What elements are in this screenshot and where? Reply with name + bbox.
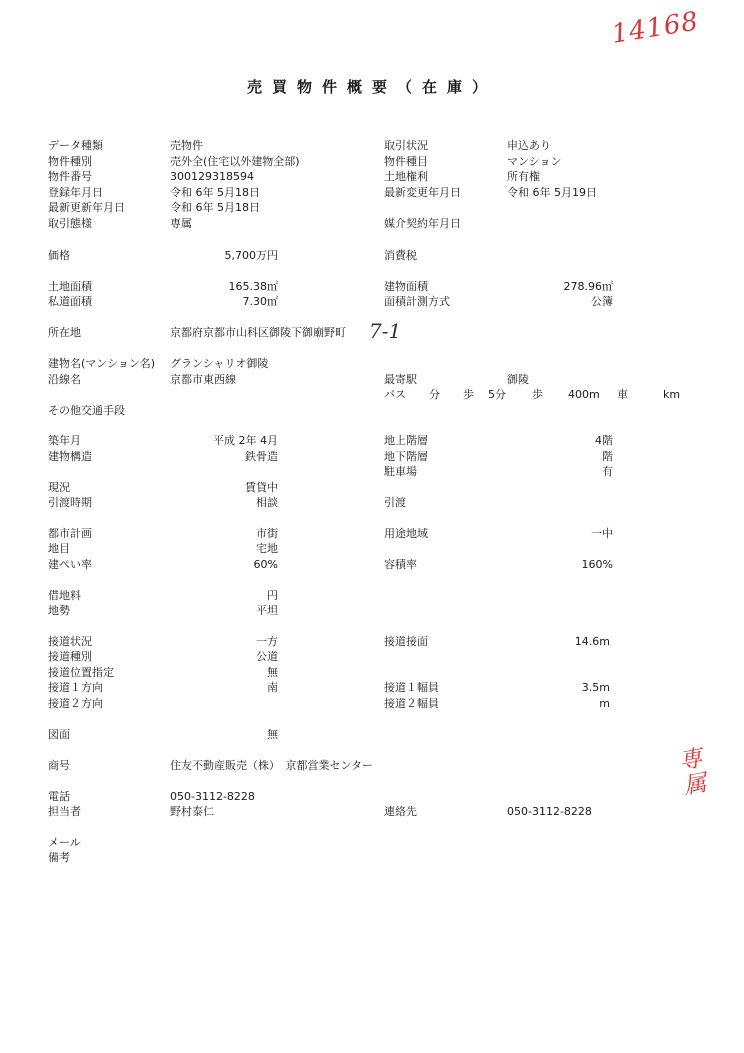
- label-property-item: 物件種目: [384, 155, 428, 168]
- label-registered: 登録年月日: [48, 186, 103, 199]
- value-built: 平成 2年 4月: [213, 434, 278, 447]
- value-registered: 令和 6年 5月18日: [170, 186, 260, 199]
- label-built: 築年月: [48, 434, 81, 447]
- label-coverage: 建ぺい率: [48, 558, 92, 571]
- label-updated: 最新更新年月日: [48, 201, 125, 214]
- label-price: 価格: [48, 249, 70, 262]
- value-land-right: 所有権: [507, 170, 540, 183]
- value-road-status: 一方: [256, 635, 278, 648]
- value-drawing: 無: [267, 728, 278, 741]
- label-far: 容積率: [384, 558, 417, 571]
- value-phone: 050-3112-8228: [170, 790, 255, 803]
- label-area-method: 面積計測方式: [384, 295, 450, 308]
- label-road-type: 接道種別: [48, 650, 92, 663]
- label-city-plan: 都市計画: [48, 527, 92, 540]
- walk-label-2: 歩: [532, 388, 543, 401]
- value-property-item: マンション: [507, 155, 562, 168]
- value-data-type: 売物件: [170, 139, 203, 152]
- handwritten-stamp: 専属: [677, 745, 709, 800]
- label-road2-dir: 接道２方向: [48, 697, 103, 710]
- value-land-category: 宅地: [256, 542, 278, 555]
- label-transaction-mode: 取引態様: [48, 217, 92, 230]
- label-private-road: 私道面積: [48, 295, 92, 308]
- car-label: 車: [617, 388, 628, 401]
- label-road-status: 接道状況: [48, 635, 92, 648]
- walk-label-1: 歩: [463, 388, 474, 401]
- label-land-category: 地目: [48, 542, 70, 555]
- value-floors-above: 4階: [595, 434, 613, 447]
- label-terrain: 地勢: [48, 604, 70, 617]
- label-drawing: 図面: [48, 728, 70, 741]
- value-updated: 令和 6年 5月18日: [170, 201, 260, 214]
- label-handover-time: 引渡時期: [48, 496, 92, 509]
- label-land-right: 土地権利: [384, 170, 428, 183]
- value-structure: 鉄骨造: [245, 450, 278, 463]
- value-handover-time: 相談: [256, 496, 278, 509]
- label-road1-width: 接道１幅員: [384, 681, 439, 694]
- label-remarks: 備考: [48, 851, 70, 864]
- value-changed: 令和 6年 5月19日: [507, 186, 597, 199]
- label-tax: 消費税: [384, 249, 417, 262]
- label-station: 最寄駅: [384, 373, 417, 386]
- label-structure: 建物構造: [48, 450, 92, 463]
- value-building-area: 278.96㎡: [563, 280, 613, 293]
- bus-label: バス: [384, 388, 406, 401]
- label-line: 沿線名: [48, 373, 81, 386]
- label-staff: 担当者: [48, 805, 81, 818]
- value-area-method: 公簿: [591, 295, 613, 308]
- label-other-transport: その他交通手段: [48, 404, 125, 417]
- label-floors-above: 地上階層: [384, 434, 428, 447]
- label-transaction-status: 取引状況: [384, 139, 428, 152]
- handwritten-address-number: 7-1: [369, 319, 402, 343]
- label-road1-dir: 接道１方向: [48, 681, 103, 694]
- label-handover: 引渡: [384, 496, 406, 509]
- value-property-no: 300129318594: [170, 170, 254, 183]
- label-building-area: 建物面積: [384, 280, 428, 293]
- value-road1-dir: 南: [267, 681, 278, 694]
- value-parking: 有: [602, 465, 613, 478]
- handwritten-number: 14168: [609, 6, 701, 50]
- walk-distance: 400m: [568, 388, 600, 401]
- value-city-plan: 市街: [256, 527, 278, 540]
- label-changed: 最新変更年月日: [384, 186, 461, 199]
- value-location: 京都府京都市山科区御陵下御廟野町: [170, 326, 346, 339]
- label-building-name: 建物名(マンション名): [48, 357, 156, 370]
- label-company: 商号: [48, 759, 70, 772]
- value-current: 賃貸中: [245, 481, 278, 494]
- value-far: 160%: [581, 558, 613, 571]
- value-station: 御陵: [507, 373, 529, 386]
- value-road-position: 無: [267, 666, 278, 679]
- value-zoning: 一中: [591, 527, 613, 540]
- value-terrain: 平坦: [256, 604, 278, 617]
- label-parking: 駐車場: [384, 465, 417, 478]
- value-building-name: グランシャリオ御陵: [170, 357, 269, 370]
- walk-time: 5分: [488, 388, 506, 401]
- label-property-kind: 物件種別: [48, 155, 92, 168]
- label-road-frontage: 接道接面: [384, 635, 428, 648]
- label-road2-width: 接道２幅員: [384, 697, 439, 710]
- value-private-road: 7.30㎡: [242, 295, 278, 308]
- label-ground-rent: 借地料: [48, 589, 81, 602]
- value-company: 住友不動産販売（株） 京都営業センター: [170, 759, 374, 772]
- label-floors-below: 地下階層: [384, 450, 428, 463]
- value-line: 京都市東西線: [170, 373, 236, 386]
- value-coverage: 60%: [253, 558, 278, 571]
- value-road1-width: 3.5m: [581, 681, 610, 694]
- value-ground-rent: 円: [267, 589, 278, 602]
- label-zoning: 用途地域: [384, 527, 428, 540]
- value-floors-below: 階: [602, 450, 613, 463]
- value-road-type: 公道: [256, 650, 278, 663]
- value-road2-width: m: [599, 697, 610, 710]
- page-title: 売買物件概要（在庫）: [246, 78, 497, 96]
- label-email: メール: [48, 836, 81, 849]
- value-transaction-mode: 専属: [170, 217, 192, 230]
- value-road-frontage: 14.6m: [574, 635, 610, 648]
- label-property-no: 物件番号: [48, 170, 92, 183]
- label-road-position: 接道位置指定: [48, 666, 114, 679]
- value-property-kind: 売外全(住宅以外建物全部): [170, 155, 300, 168]
- bus-minutes-unit: 分: [429, 388, 440, 401]
- label-data-type: データ種類: [48, 139, 103, 152]
- label-location: 所在地: [48, 326, 81, 339]
- value-staff: 野村泰仁: [170, 805, 214, 818]
- value-transaction-status: 申込あり: [507, 139, 551, 152]
- value-price: 5,700万円: [224, 249, 278, 262]
- car-km-unit: km: [663, 388, 681, 401]
- label-current: 現況: [48, 481, 70, 494]
- label-phone: 電話: [48, 790, 70, 803]
- label-land-area: 土地面積: [48, 280, 92, 293]
- label-contact: 連絡先: [384, 805, 417, 818]
- value-land-area: 165.38㎡: [228, 280, 278, 293]
- label-contract-date: 媒介契約年月日: [384, 217, 461, 230]
- value-contact: 050-3112-8228: [507, 805, 592, 818]
